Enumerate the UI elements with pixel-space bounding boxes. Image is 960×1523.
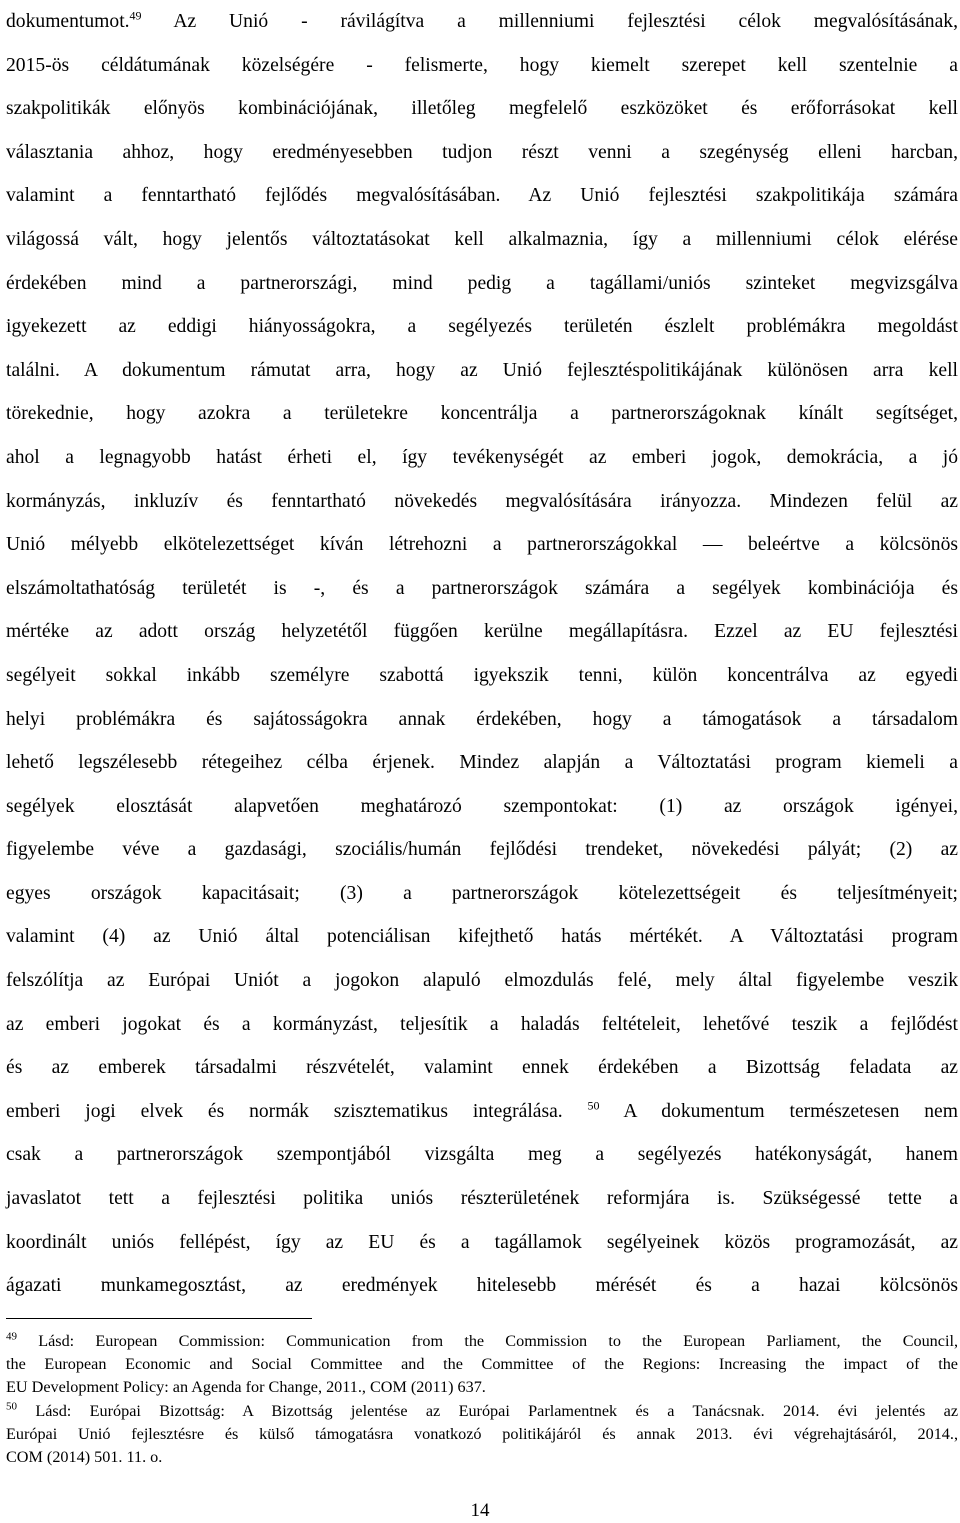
footnote-49 [6, 1330, 958, 1400]
body-line: elszámoltathatóság területét is -, és a partnerországok számára a segélyek kombinációja és [6, 577, 958, 599]
footnote-line: the European Economic and Social Committee and the Committee of the Regions: Increasing the impact of the [6, 1355, 958, 1374]
body-line: segélyek elosztását alapvetően meghatározó szempontokat: (1) az országok igényei, [6, 795, 958, 817]
body-line: lehető legszélesebb rétegeihez célba érjenek. Mindez alapján a Változtatási program kiemeli a [6, 752, 958, 774]
body-line: választania ahhoz, hogy eredményesebben tudjon részt venni a szegénység elleni harcban, [6, 141, 958, 163]
body-line: ahol a legnagyobb hatást érheti el, így tevékenységét az emberi jogok, demokrácia, a jó [6, 446, 958, 468]
body-line: érdekében mind a partnerországi, mind pedig a tagállami/uniós szinteket megvizsgálva [6, 272, 958, 294]
footnote-number: 49 [6, 1330, 17, 1343]
body-line: csak a partnerországok szempontjából vizsgálta meg a segélyezés hatékonyságát, hanem [6, 1144, 958, 1166]
body-line: segélyeit sokkal inkább személyre szabottá igyekszik tenni, külön koncentrálva az egyedi [6, 664, 958, 686]
body-line: az emberi jogokat és a kormányzást, teljesítik a haladás feltételeit, lehetővé teszik a fejlődést [6, 1013, 958, 1035]
footnote-number: 50 [6, 1400, 17, 1413]
footnote-line: $^{50}$ Lásd: Európai Bizottság: A Bizottság jelentése az Európai Parlamentnek és a Tanácsnak. 2014. évi jelentés az [6, 1400, 959, 1420]
body-line: világossá vált, hogy jelentős változtatásokat kell alkalmaznia, így a millenniumi célok elérése [6, 228, 958, 250]
body-line: ágazati munkamegosztást, az eredmények hitelesebb mérését és a hazai kölcsönös [6, 1275, 958, 1297]
body-line: helyi problémákra és sajátosságokra annak érdekében, hogy a támogatások a társadalom [6, 708, 958, 730]
footnotes [6, 1330, 958, 1469]
body-line: találni. A dokumentum rámutat arra, hogy az Unió fejlesztéspolitikájának különösen arra kell [6, 359, 958, 381]
body-line: felszólítja az Európai Uniót a jogokon alapuló elmozdulás felé, mely által figyelembe veszik [6, 970, 958, 992]
body-line: figyelembe véve a gazdasági, szociális/humán fejlődési trendeket, növekedési pályát; (2) az [6, 839, 958, 861]
body-line: javaslatot tett a fejlesztési politika uniós részterületének reformjára is. Szükségessé tette a [6, 1188, 958, 1210]
body-line: valamint (4) az Unió által potenciálisan kifejthető hatás mértékét. A Változtatási program [6, 926, 958, 948]
page-number: 14 [470, 1500, 490, 1521]
body-line: egyes országok kapacitásait; (3) a partnerországok kötelezettségeit és teljesítményeit; [6, 882, 958, 904]
body-line: és az emberek társadalmi részvételét, valamint ennek érdekében a Bizottság feladata az [6, 1057, 958, 1079]
body-line: dokumentumot.$^{49}$ Az Unió - rávilágítva a millenniumi fejlesztési célok megvalósításának, [6, 8, 958, 32]
body-line: kormányzás, inkluzív és fenntartható növekedés megvalósítására irányozza. Mindezen felül az [6, 490, 958, 512]
footnote-line: Európai Unió fejlesztésre és külső támogatásra vonatkozó politikájáról és annak 2013. évi végrehajtásáról, 2014., [6, 1424, 958, 1443]
body-line: 2015-ös céldátumának közelségére - felismerte, hogy kiemelt szerepet kell szentelnie a [6, 54, 958, 76]
body-line: szakpolitikák előnyös kombinációjának, illetőleg megfelelő eszközöket és erőforrásokat kell [6, 98, 958, 120]
body-line: valamint a fenntartható fejlődés megvalósításában. Az Unió fejlesztési szakpolitikája számára [6, 185, 958, 207]
footnote-line: EU Development Policy: an Agenda for Change, 2011., COM (2011) 637. [6, 1378, 486, 1397]
body-paragraph [6, 0, 958, 1308]
footnote-ref-50[interactable]: 50 [587, 1098, 600, 1113]
body-line: törekednie, hogy azokra a területekre koncentrálja a partnerországoknak kínált segítséget, [6, 403, 958, 425]
body-line: emberi jogi elvek és normák szisztematikus integrálása. $^{50}$ A dokumentum természetesen nem [6, 1098, 958, 1122]
footnote-ref-49[interactable]: 49 [129, 8, 142, 23]
footnote-divider [6, 1318, 312, 1319]
footnote-50 [6, 1400, 958, 1470]
body-line: mértéke az adott ország helyzetétől függően kerülne megállapításra. Ezzel az EU fejlesztési [6, 621, 958, 643]
footnote-line: COM (2014) 501. 11. o. [6, 1448, 163, 1467]
footnote-line: $^{49}$ Lásd: European Commission: Communication from the Commission to the European Parliament, the Council, [6, 1330, 958, 1350]
body-line: Unió mélyebb elkötelezettséget kíván létrehozni a partnerországokkal ― beleértve a kölcsönös [6, 534, 958, 556]
body-line: koordinált uniós fellépést, így az EU és a tagállamok segélyeinek közös programozását, az [6, 1231, 958, 1253]
body-line: igyekezett az eddigi hiányosságokra, a segélyezés területén észlelt problémákra megoldást [6, 316, 958, 338]
